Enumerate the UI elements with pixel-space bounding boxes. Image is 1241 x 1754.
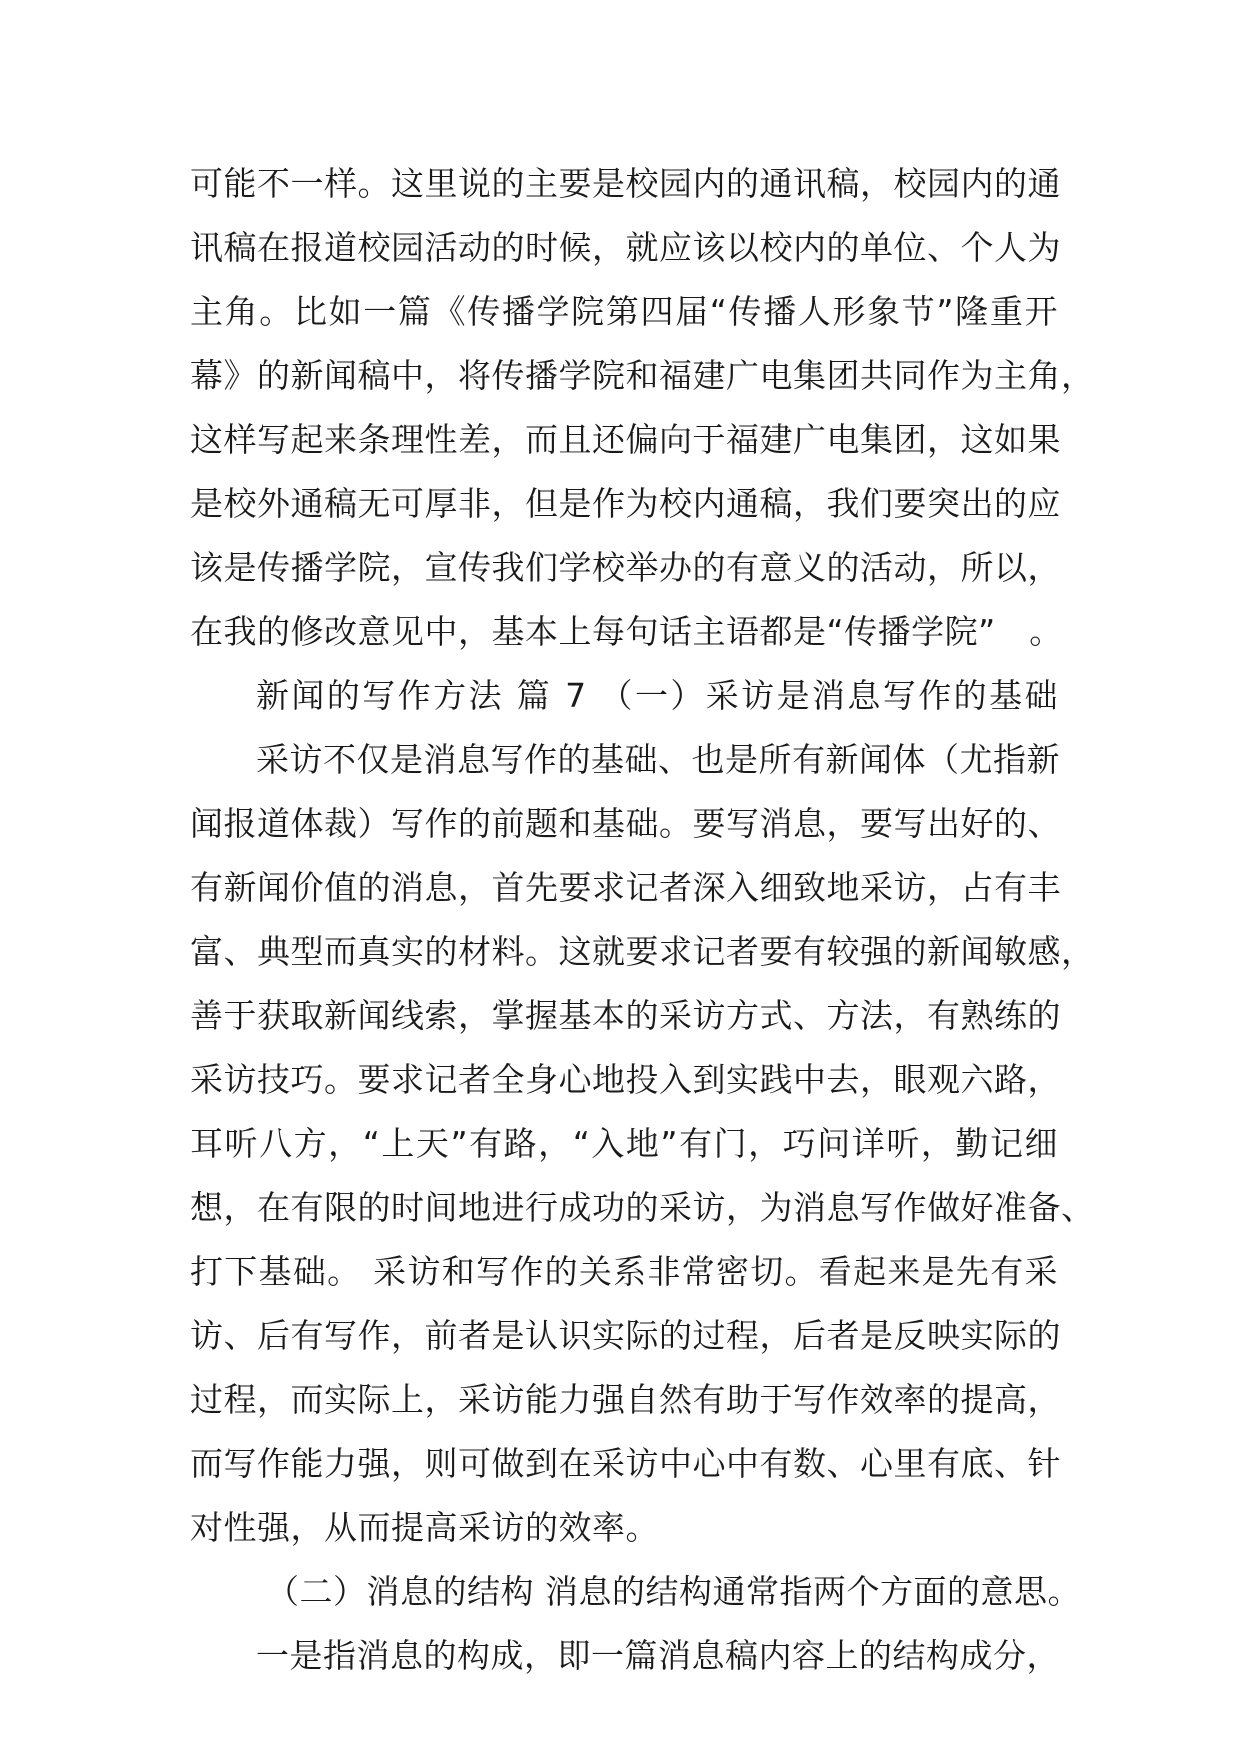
text-line: 该是传播学院，宣传我们学校举办的有意义的活动，所以， bbox=[190, 548, 1061, 587]
text-line: 采访技巧。要求记者全身心地投入到实践中去，眼观六路， bbox=[190, 1060, 1061, 1099]
section-heading: （二）消息的结构 消息的结构通常指两个方面的意思。 bbox=[266, 1572, 1081, 1611]
text-line: 打下基础。 采访和写作的关系非常密切。看起来是先有采 bbox=[190, 1252, 1058, 1291]
text-line: 有新闻价值的消息，首先要求记者深入细致地采访，占有丰 bbox=[190, 868, 1061, 907]
text-line: 在我的修改意见中，基本上每句话主语都是“传播学院” 。 bbox=[190, 612, 1063, 651]
text-line: 过程，而实际上，采访能力强自然有助于写作效率的提高， bbox=[190, 1380, 1061, 1419]
text-line: 可能不一样。这里说的主要是校园内的通讯稿，校园内的通 bbox=[190, 164, 1061, 203]
section-heading: 新闻的写作方法 篇 7 （一）采访是消息写作的基础 bbox=[256, 676, 1058, 715]
text-line: 善于获取新闻线索，掌握基本的采访方式、方法，有熟练的 bbox=[190, 996, 1061, 1035]
text-line: 幕》的新闻稿中，将传播学院和福建广电集团共同作为主角， bbox=[190, 356, 1095, 395]
body-text bbox=[190, 152, 1095, 1688]
text-line: 对性强，从而提高采访的效率。 bbox=[190, 1508, 659, 1547]
text-line: 采访不仅是消息写作的基础、也是所有新闻体（尤指新 bbox=[256, 740, 1060, 779]
text-line: 闻报道体裁）写作的前题和基础。要写消息，要写出好的、 bbox=[190, 804, 1061, 843]
text-line: 是校外通稿无可厚非，但是作为校内通稿，我们要突出的应 bbox=[190, 484, 1061, 523]
text-line: 讯稿在报道校园活动的时候，就应该以校内的单位、个人为 bbox=[190, 228, 1061, 267]
text-line: 这样写起来条理性差，而且还偏向于福建广电集团，这如果 bbox=[190, 420, 1061, 459]
text-line: 而写作能力强，则可做到在采访中心中有数、心里有底、针 bbox=[190, 1444, 1061, 1483]
text-line: 主角。比如一篇《传播学院第四届“传播人形象节”隆重开 bbox=[190, 292, 1058, 331]
text-line: 访、后有写作，前者是认识实际的过程，后者是反映实际的 bbox=[190, 1316, 1061, 1355]
text-line: 想，在有限的时间地进行成功的采访，为消息写作做好准备、 bbox=[190, 1188, 1095, 1227]
text-line: 耳听八方，“上天”有路，“入地”有门，巧问详听，勤记细 bbox=[190, 1124, 1058, 1163]
text-line: 富、典型而真实的材料。这就要求记者要有较强的新闻敏感， bbox=[190, 932, 1095, 971]
text-line: 一是指消息的构成，即一篇消息稿内容上的结构成分， bbox=[256, 1636, 1060, 1675]
